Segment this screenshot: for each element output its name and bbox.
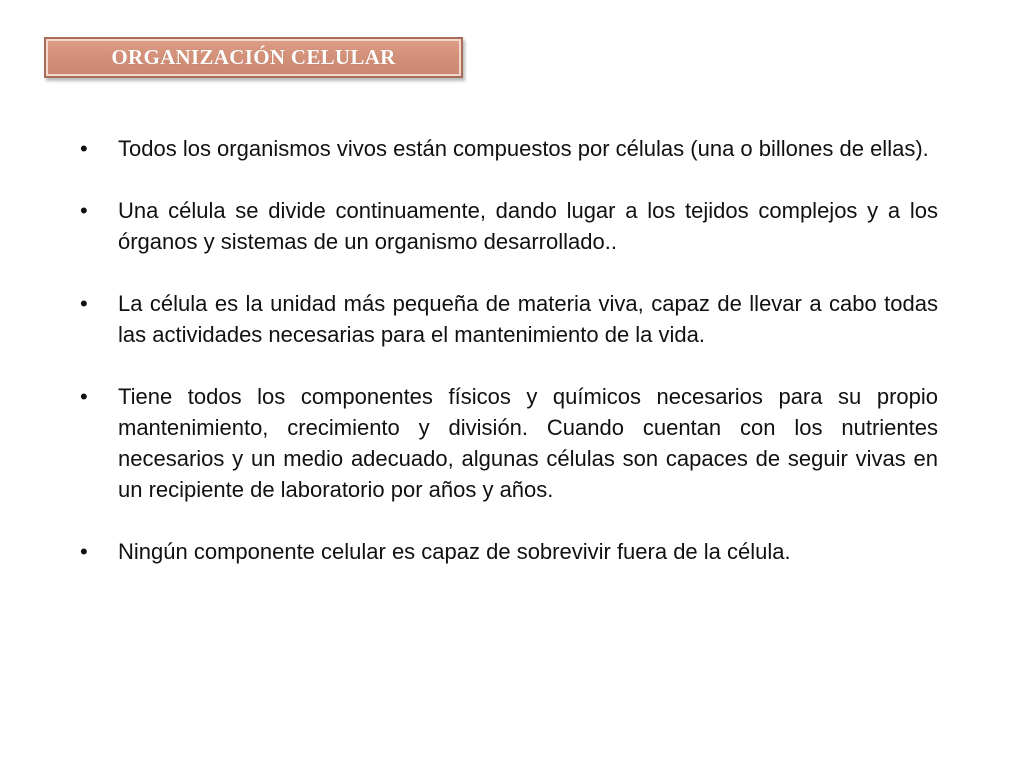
bullet-item-4	[76, 381, 938, 505]
bullet-text: Una célula se divide continuamente, dando lugar a los tejidos complejos y a los órganos y sistemas de un organismo desarrollado..	[118, 198, 938, 254]
bullet-marker: •	[80, 291, 88, 316]
bullet-marker: •	[80, 539, 88, 564]
bullet-marker: •	[80, 198, 88, 223]
bullet-text: Todos los organismos vivos están compuestos por células (una o billones de ellas).	[118, 136, 929, 161]
bullet-item-3	[76, 288, 938, 350]
bullet-item-2	[76, 195, 938, 257]
bullet-marker: •	[80, 136, 88, 161]
slide-title-box	[44, 37, 463, 78]
slide-title: ORGANIZACIÓN CELULAR	[111, 45, 396, 69]
bullet-marker: •	[80, 384, 88, 409]
bullet-item-5	[76, 536, 938, 567]
bullet-text: Ningún componente celular es capaz de sobrevivir fuera de la célula.	[118, 539, 791, 564]
bullet-list	[76, 133, 938, 598]
bullet-text: La célula es la unidad más pequeña de materia viva, capaz de llevar a cabo todas las actividades necesarias para el mantenimiento de la vida.	[118, 291, 938, 347]
bullet-text: Tiene todos los componentes físicos y químicos necesarios para su propio mantenimiento, crecimiento y división. Cuando cuentan con los nutrientes necesarios y un medio adecuado, algunas células son capaces de seguir vivas en un recipiente de laboratorio por años y años.	[118, 384, 938, 502]
bullet-item-1	[76, 133, 938, 164]
